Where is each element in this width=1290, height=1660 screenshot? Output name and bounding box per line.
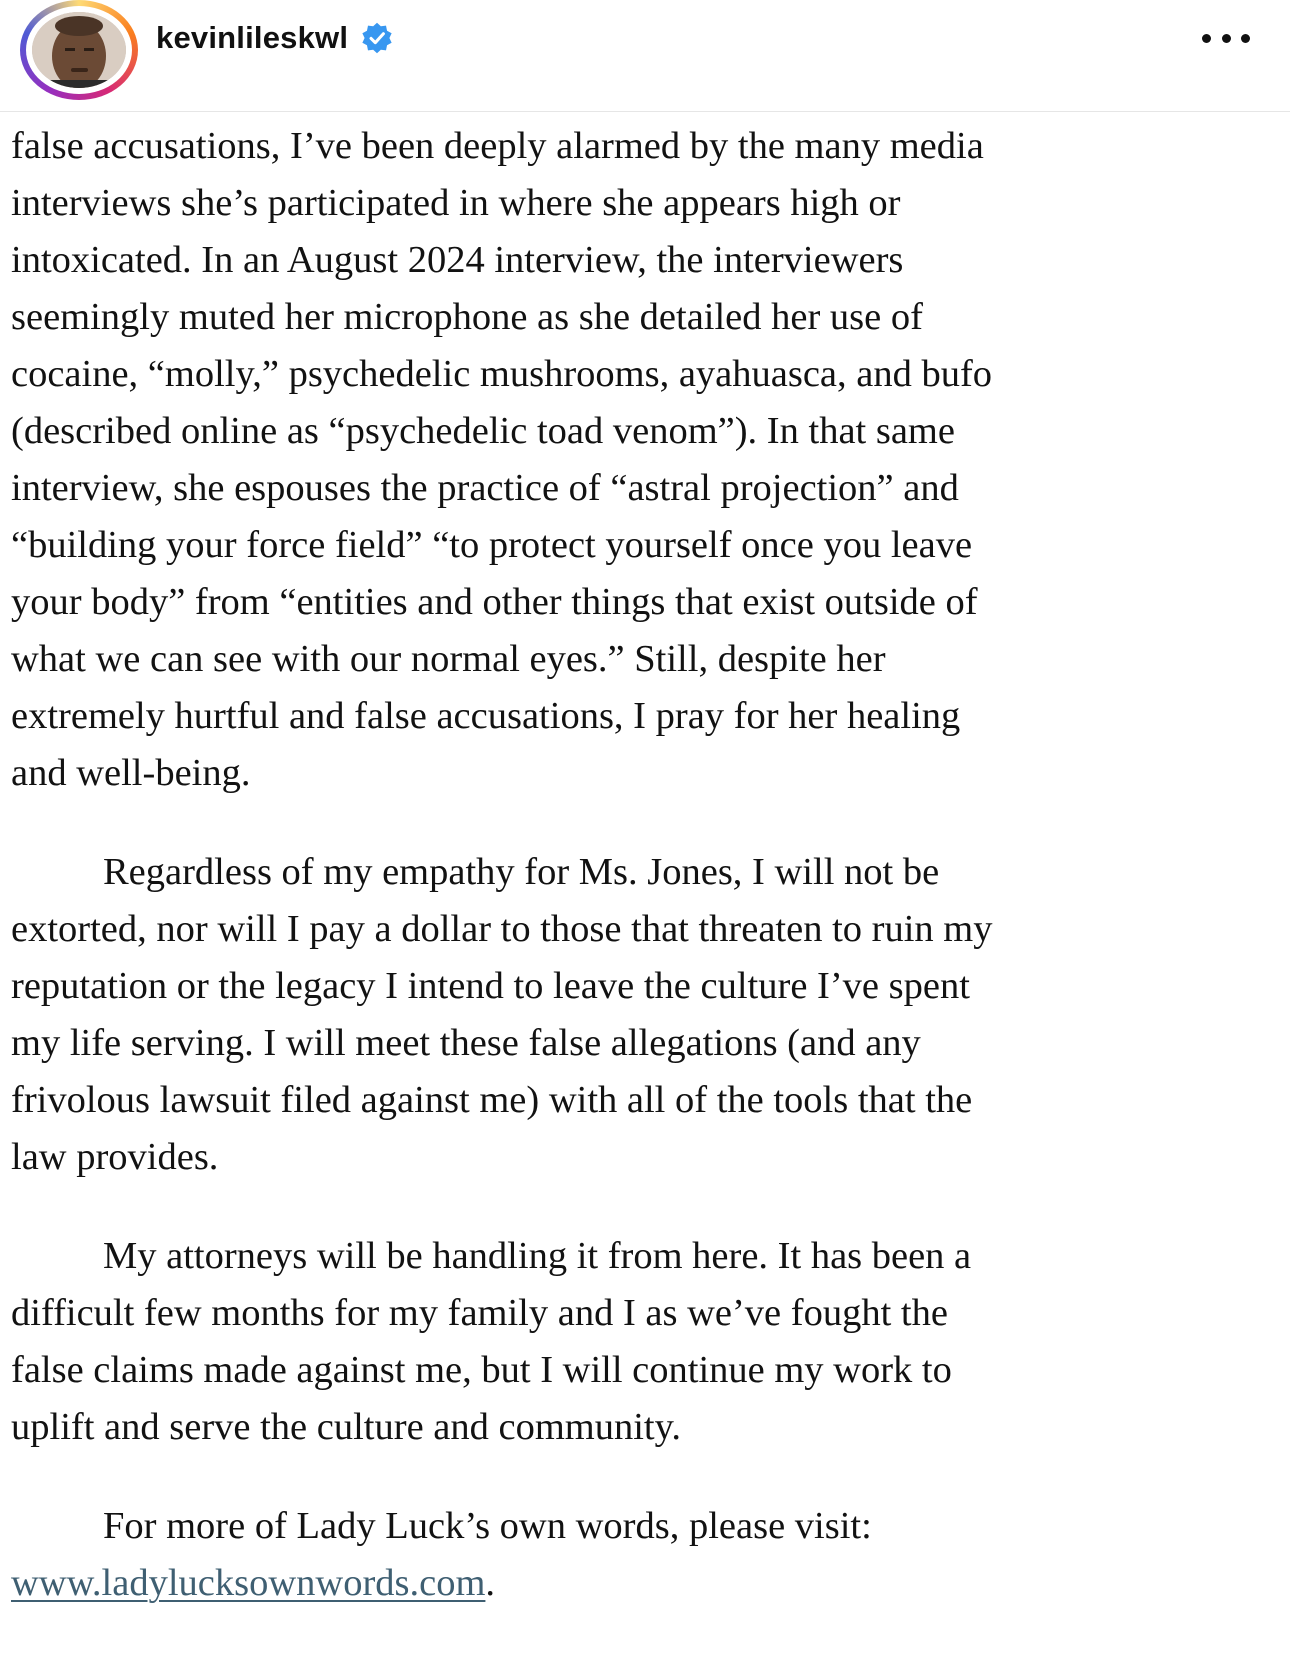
paragraph-gap [11, 1456, 1279, 1498]
paragraph-1 [11, 118, 1279, 802]
text-line: seemingly muted her microphone as she detailed her use of [11, 296, 923, 338]
text-line: my life serving. I will meet these false allegations (and any [11, 1022, 921, 1064]
text-line: reputation or the legacy I intend to leave the culture I’ve spent [11, 965, 970, 1007]
text-line: For more of Lady Luck’s own words, please visit: [103, 1505, 872, 1547]
text-line: difficult few months for my family and I as we’ve fought the [11, 1292, 948, 1334]
paragraph-gap [11, 802, 1279, 844]
text-line: Regardless of my empathy for Ms. Jones, I will not be [103, 851, 940, 893]
paragraph-gap [11, 1186, 1279, 1228]
post-header [0, 0, 1290, 112]
text-line: interview, she espouses the practice of “astral projection” and [11, 467, 959, 509]
paragraph-3 [11, 1228, 1279, 1456]
avatar-image [32, 12, 126, 88]
text-line: intoxicated. In an August 2024 interview, the interviewers [11, 239, 904, 281]
link-line [11, 1555, 1279, 1612]
text-line: (described online as “psychedelic toad venom”). In that same [11, 410, 955, 452]
text-line: “building your force field” “to protect yourself once you leave [11, 524, 973, 566]
more-dot [1202, 34, 1211, 43]
link-suffix: . [485, 1562, 496, 1604]
paragraph-2 [11, 844, 1279, 1186]
avatar-border [26, 6, 132, 94]
text-line: My attorneys will be handling it from here. It has been a [103, 1235, 972, 1277]
more-dot [1241, 34, 1250, 43]
more-dot [1222, 34, 1231, 43]
text-line: frivolous lawsuit filed against me) with all of the tools that the [11, 1079, 973, 1121]
text-line: false accusations, I’ve been deeply alarmed by the many media [11, 125, 984, 167]
website-link[interactable]: www.ladylucksownwords.com [11, 1562, 486, 1604]
avatar[interactable] [32, 12, 126, 88]
text-line: extorted, nor will I pay a dollar to those that threaten to ruin my [11, 908, 993, 950]
verified-badge-icon [360, 21, 394, 55]
author-row [156, 16, 394, 60]
text-line: interviews she’s participated in where she appears high or [11, 182, 901, 224]
more-options-icon[interactable] [1202, 30, 1250, 46]
text-line: cocaine, “molly,” psychedelic mushrooms, ayahuasca, and bufo [11, 353, 993, 395]
text-line: false claims made against me, but I will continue my work to [11, 1349, 952, 1391]
username[interactable]: kevinlileskwl [156, 20, 349, 55]
story-ring[interactable] [20, 0, 138, 100]
text-line: and well-being. [11, 752, 251, 794]
text-line: law provides. [11, 1136, 219, 1178]
text-line: what we can see with our normal eyes.” Still, despite her [11, 638, 886, 680]
paragraph-4 [11, 1498, 1279, 1612]
text-line: uplift and serve the culture and community. [11, 1406, 681, 1448]
statement-text [11, 118, 1279, 1612]
text-line: extremely hurtful and false accusations, I pray for her healing [11, 695, 961, 737]
text-line: your body” from “entities and other things that exist outside of [11, 581, 978, 623]
